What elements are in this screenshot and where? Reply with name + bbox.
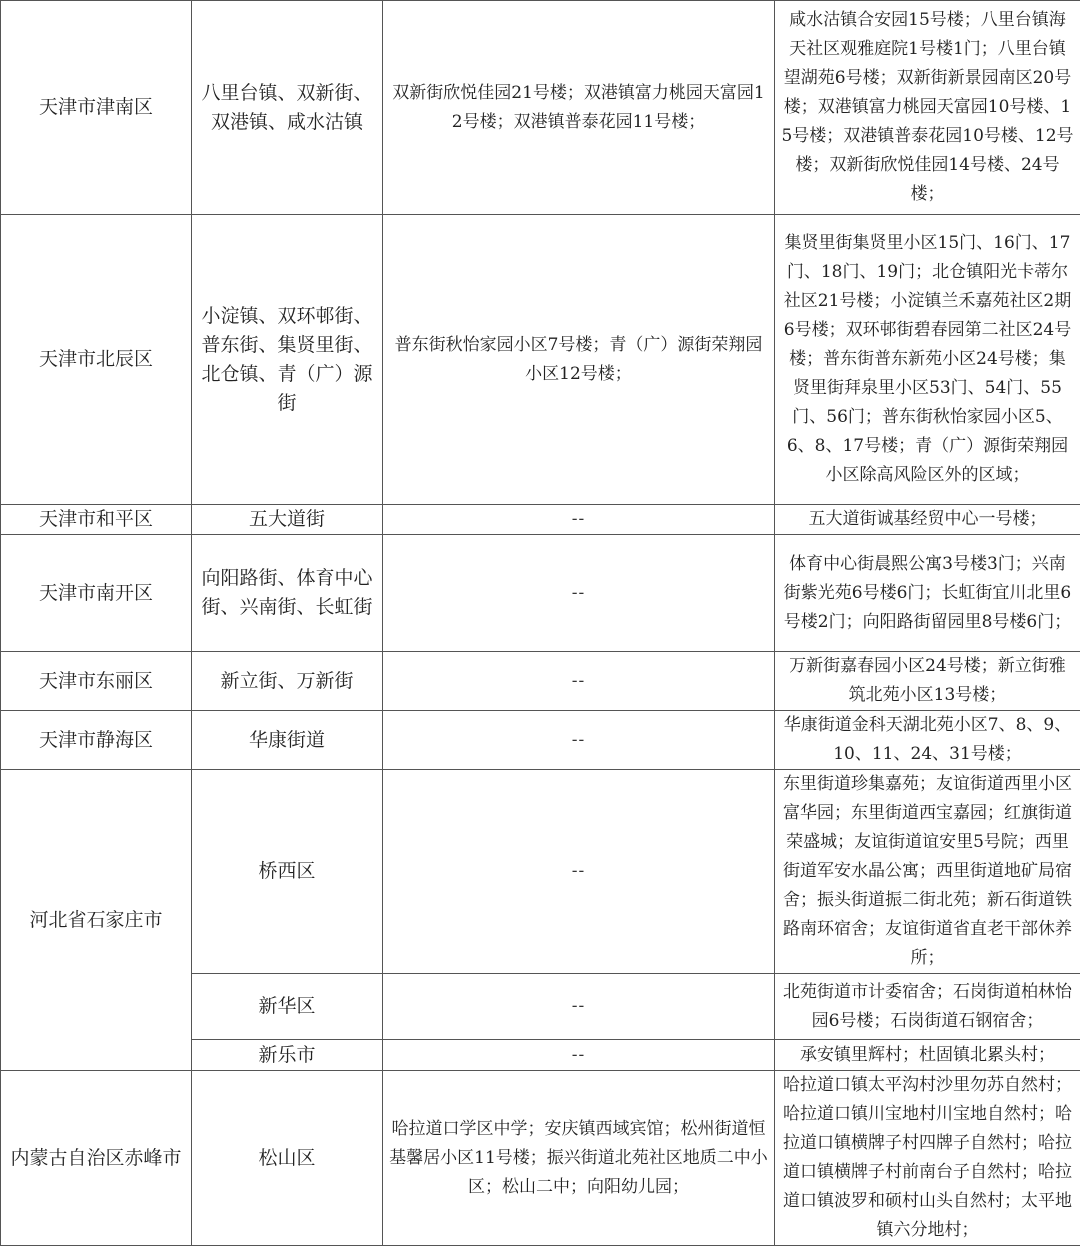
- city-cell: 天津市东丽区: [1, 652, 192, 711]
- table-row: [1, 770, 1080, 974]
- table-row: [1, 505, 1080, 535]
- street-cell: 小淀镇、双环邨街、普东街、集贤里街、北仓镇、青（广）源街: [192, 215, 383, 505]
- medium-risk-area-cell: 承安镇里辉村；杜固镇北累头村；: [775, 1040, 1080, 1071]
- table-row: [1, 711, 1080, 770]
- high-risk-area-cell: --: [383, 652, 775, 711]
- high-risk-area-cell: --: [383, 711, 775, 770]
- table-row: [1, 1, 1080, 215]
- street-cell: 新乐市: [192, 1040, 383, 1071]
- city-cell: 天津市和平区: [1, 505, 192, 535]
- city-cell: 河北省石家庄市: [1, 770, 192, 1071]
- street-cell: 八里台镇、双新街、双港镇、咸水沽镇: [192, 1, 383, 215]
- high-risk-area-cell: 普东街秋怡家园小区7号楼；青（广）源街荣翔园小区12号楼；: [383, 215, 775, 505]
- high-risk-area-cell: 双新街欣悦佳园21号楼；双港镇富力桃园天富园12号楼；双港镇普泰花园11号楼；: [383, 1, 775, 215]
- city-cell: 天津市南开区: [1, 535, 192, 652]
- high-risk-area-cell: --: [383, 1040, 775, 1071]
- street-cell: 新立街、万新街: [192, 652, 383, 711]
- medium-risk-area-cell: 体育中心街晨熙公寓3号楼3门；兴南街紫光苑6号楼6门；长虹街宜川北里6号楼2门；向阳路街留园里8号楼6门；: [775, 535, 1080, 652]
- city-cell: 内蒙古自治区赤峰市: [1, 1071, 192, 1246]
- table-row: [1, 652, 1080, 711]
- medium-risk-area-cell: 东里街道珍集嘉苑；友谊街道西里小区富华园；东里街道西宝嘉园；红旗街道荣盛城；友谊街道谊安里5号院；西里街道军安水晶公寓；西里街道地矿局宿舍；振头街道振二街北苑；新石街道铁路南环宿舍；友谊街道省直老干部休养所；: [775, 770, 1080, 974]
- medium-risk-area-cell: 万新街嘉春园小区24号楼；新立街雅筑北苑小区13号楼；: [775, 652, 1080, 711]
- street-cell: 向阳路街、体育中心街、兴南街、长虹街: [192, 535, 383, 652]
- street-cell: 华康街道: [192, 711, 383, 770]
- medium-risk-area-cell: 哈拉道口镇太平沟村沙里勿苏自然村；哈拉道口镇川宝地村川宝地自然村；哈拉道口镇横牌子村四牌子自然村；哈拉道口镇横牌子村前南台子自然村；哈拉道口镇波罗和硕村山头自然村；太平地镇六分地村；: [775, 1071, 1080, 1246]
- city-cell: 天津市北辰区: [1, 215, 192, 505]
- street-cell: 松山区: [192, 1071, 383, 1246]
- table-row: [1, 535, 1080, 652]
- medium-risk-area-cell: 咸水沽镇合安园15号楼；八里台镇海天社区观雅庭院1号楼1门；八里台镇望湖苑6号楼；双新街新景园南区20号楼；双港镇富力桃园天富园10号楼、15号楼；双港镇普泰花园10号楼、12号楼；双新街欣悦佳园14号楼、24号楼；: [775, 1, 1080, 215]
- street-cell: 新华区: [192, 974, 383, 1040]
- high-risk-area-cell: --: [383, 974, 775, 1040]
- street-cell: 五大道街: [192, 505, 383, 535]
- city-cell: 天津市津南区: [1, 1, 192, 215]
- table-row: [1, 1071, 1080, 1246]
- street-cell: 桥西区: [192, 770, 383, 974]
- table-row: [1, 215, 1080, 505]
- high-risk-area-cell: --: [383, 770, 775, 974]
- medium-risk-area-cell: 五大道街诚基经贸中心一号楼；: [775, 505, 1080, 535]
- medium-risk-area-cell: 华康街道金科天湖北苑小区7、8、9、10、11、24、31号楼；: [775, 711, 1080, 770]
- high-risk-area-cell: --: [383, 505, 775, 535]
- medium-risk-area-cell: 北苑街道市计委宿舍；石岗街道柏林怡园6号楼；石岗街道石钢宿舍；: [775, 974, 1080, 1040]
- high-risk-area-cell: 哈拉道口学区中学；安庆镇西域宾馆；松州街道恒基馨居小区11号楼；振兴街道北苑社区地质二中小区；松山二中；向阳幼儿园；: [383, 1071, 775, 1246]
- medium-risk-area-cell: 集贤里街集贤里小区15门、16门、17门、18门、19门；北仓镇阳光卡蒂尔社区21号楼；小淀镇兰禾嘉苑社区2期6号楼；双环邨街碧春园第二社区24号楼；普东街普东新苑小区24号楼；集贤里街拜泉里小区53门、54门、55门、56门；普东街秋怡家园小区5、6、8、17号楼；青（广）源街荣翔园小区除高风险区外的区域；: [775, 215, 1080, 505]
- city-cell: 天津市静海区: [1, 711, 192, 770]
- high-risk-area-cell: --: [383, 535, 775, 652]
